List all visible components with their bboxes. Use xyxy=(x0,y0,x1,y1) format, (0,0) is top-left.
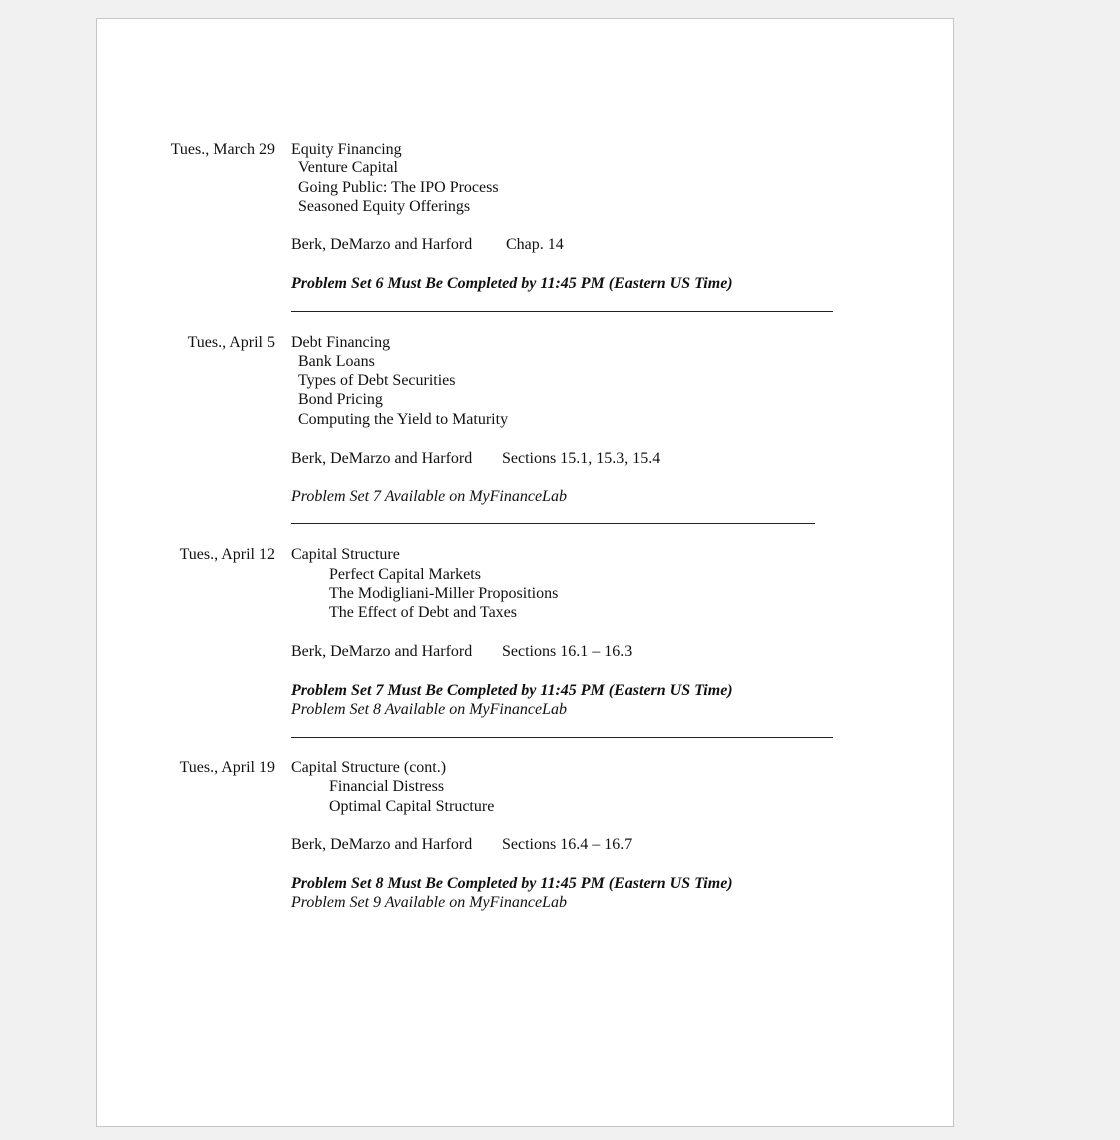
session-topic: Capital Structure (cont.) xyxy=(291,759,447,776)
reading-author: Berk, DeMarzo and Harford xyxy=(291,450,473,467)
availability-note: Problem Set 7 Available on MyFinanceLab xyxy=(291,488,567,505)
reading-ref: Sections 15.1, 15.3, 15.4 xyxy=(502,450,661,467)
reading-ref: Chap. 14 xyxy=(506,236,564,253)
reading-ref: Sections 16.1 – 16.3 xyxy=(502,643,633,660)
deadline-note: Problem Set 6 Must Be Completed by 11:45 PM (Eastern US Time) xyxy=(291,275,733,292)
reading-ref: Sections 16.4 – 16.7 xyxy=(502,836,633,853)
session-date: Tues., April 12 xyxy=(179,546,275,563)
subtopic: Perfect Capital Markets xyxy=(329,566,481,583)
session-topic: Debt Financing xyxy=(291,334,391,351)
subtopic: Going Public: The IPO Process xyxy=(298,179,499,196)
deadline-note: Problem Set 8 Must Be Completed by 11:45 PM (Eastern US Time) xyxy=(291,875,733,892)
reading-author: Berk, DeMarzo and Harford xyxy=(291,236,473,253)
subtopic: The Effect of Debt and Taxes xyxy=(329,604,517,621)
session-topic: Equity Financing xyxy=(291,141,402,158)
divider xyxy=(291,311,833,312)
availability-note: Problem Set 8 Available on MyFinanceLab xyxy=(291,701,567,718)
reading-author: Berk, DeMarzo and Harford xyxy=(291,643,473,660)
divider xyxy=(291,523,815,524)
divider xyxy=(291,737,833,738)
subtopic: Venture Capital xyxy=(298,159,398,176)
session-date: Tues., April 5 xyxy=(187,334,275,351)
session-date: Tues., March 29 xyxy=(170,141,275,158)
subtopic: Financial Distress xyxy=(329,778,445,795)
subtopic: Computing the Yield to Maturity xyxy=(298,411,509,428)
reading-author: Berk, DeMarzo and Harford xyxy=(291,836,473,853)
subtopic: Bank Loans xyxy=(298,353,375,370)
session-date: Tues., April 19 xyxy=(179,759,275,776)
subtopic: The Modigliani-Miller Propositions xyxy=(329,585,559,602)
subtopic: Bond Pricing xyxy=(298,391,383,408)
deadline-note: Problem Set 7 Must Be Completed by 11:45 PM (Eastern US Time) xyxy=(291,682,733,699)
availability-note: Problem Set 9 Available on MyFinanceLab xyxy=(291,894,567,911)
document-page xyxy=(96,18,954,1127)
subtopic: Types of Debt Securities xyxy=(298,372,456,389)
subtopic: Optimal Capital Structure xyxy=(329,798,495,815)
subtopic: Seasoned Equity Offerings xyxy=(298,198,471,215)
session-topic: Capital Structure xyxy=(291,546,400,563)
